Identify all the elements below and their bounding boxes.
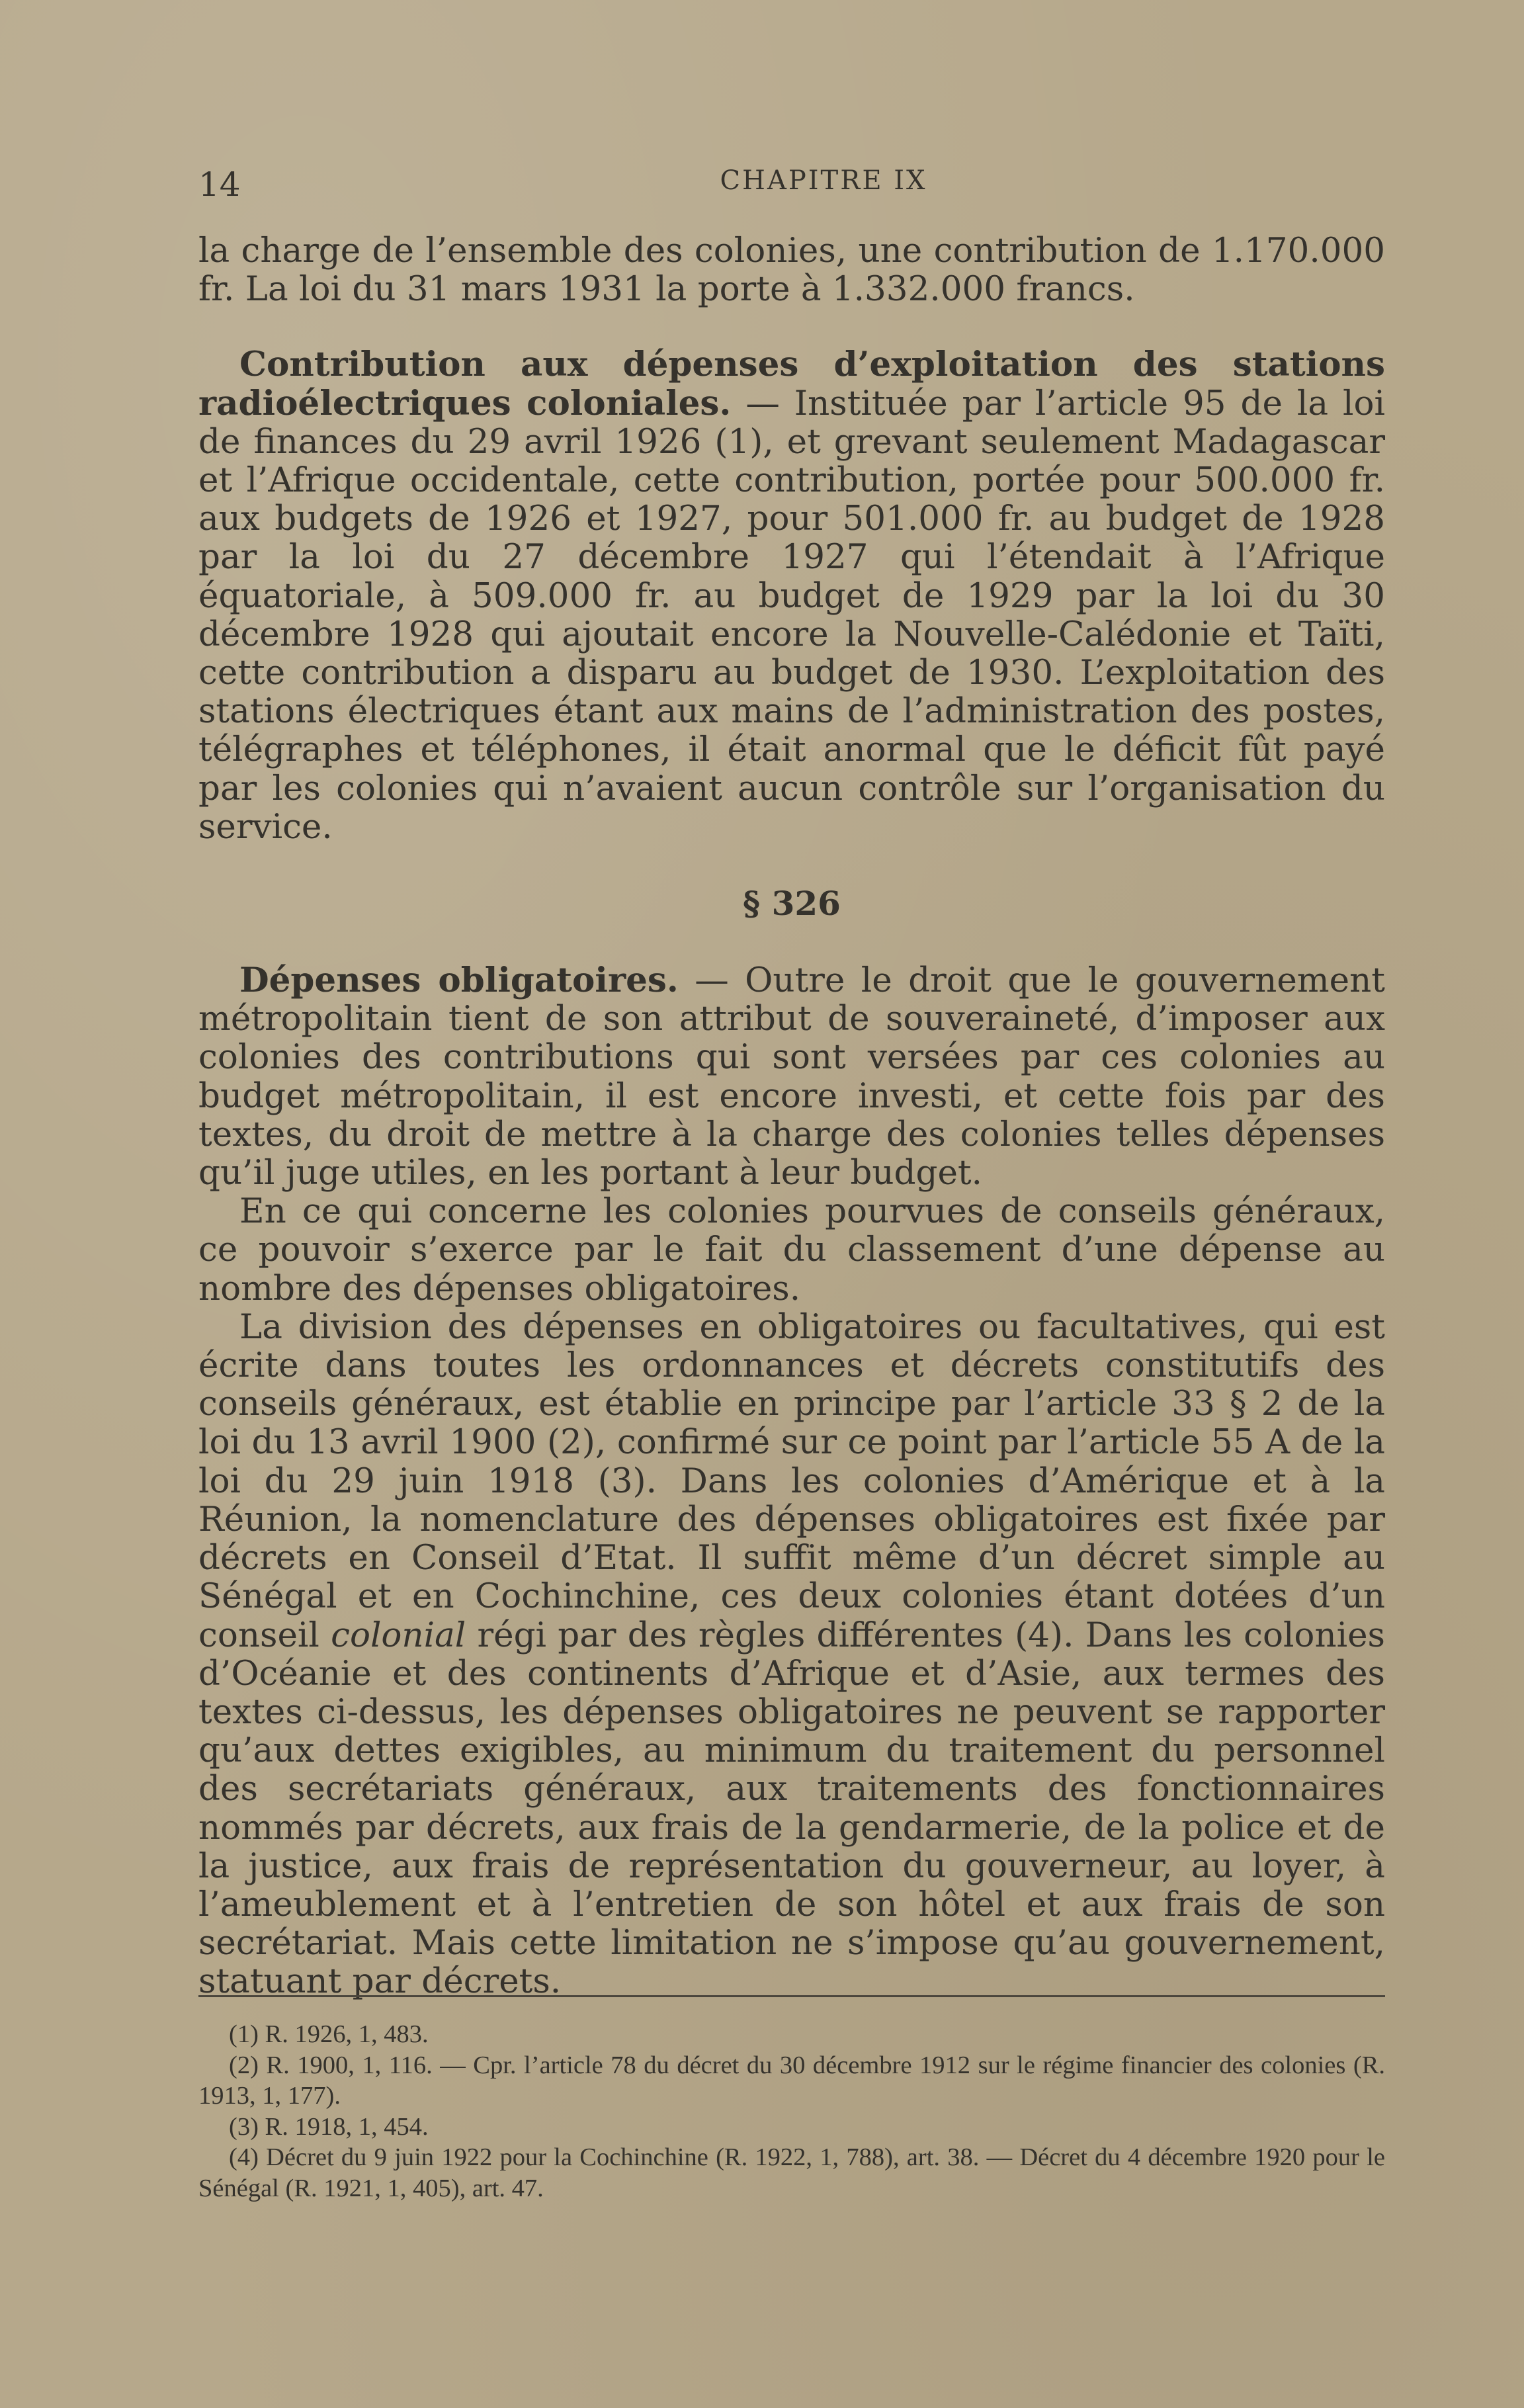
- italic-word-colonial: colonial: [331, 1615, 466, 1655]
- footnote-divider: [198, 1995, 1385, 1997]
- page-number: 14: [198, 165, 241, 204]
- running-head: CHAPITRE IX: [720, 165, 927, 196]
- paragraph-obligatory-expenses: [198, 961, 1385, 1192]
- paragraph-text-division-b: régi par des règles différentes (4). Dans les colonies d’Océanie et des continents d’Afrique et d’Asie, aux termes des textes ci-dessus, les dépenses obligatoires ne peuvent se rapporter qu’aux dettes exigibles, au minimum du traitement du personnel des secrétariats généraux, aux traitements des fonctionnaires nommés par décrets, aux frais de la gendarmerie, de la police et de la justice, aux frais de représentation du gouverneur, au loyer, à l’ameublement et à l’entretien de son hôtel et aux frais de son secrétariat. Mais cette limitation ne s’impose qu’au gouvernement, statuant par décrets.: [198, 1615, 1385, 2002]
- footnote-3: (3) R. 1918, 1, 454.: [229, 2112, 429, 2141]
- paragraph-text-radio: — Instituée par l’article 95 de la loi de finances du 29 avril 1926 (1), et grevant seulement Madagascar et l’Afrique occidentale, cette contribution, portée pour 500.000 fr. aux budgets de 1926 et 1927, pour 501.000 fr. au budget de 1928 par la loi du 27 décembre 1927 qui l’étendait à l’Afrique équatoriale, à 509.000 fr. au budget de 1929 par la loi du 30 décembre 1928 qui ajoutait encore la Nouvelle-Calédonie et Taïti, cette contribution a disparu au budget de 1930. L’exploitation des stations électriques étant aux mains de l’administration des postes, télégraphes et téléphones, il était anormal que le déficit fût payé par les colonies qui n’avaient aucun contrôle sur l’organisation du service.: [198, 383, 1385, 847]
- paragraph-continuation: la charge de l’ensemble des colonies, une contribution de 1.170.000 fr. La loi du 31 mars 1931 la porte à 1.332.000 francs.: [198, 231, 1385, 310]
- page-body: [198, 232, 1385, 2001]
- section-marker: § 326: [743, 884, 841, 924]
- footnotes: [198, 2019, 1385, 2204]
- paragraph-heading-radio: Contribution aux dépenses d’exploitation des stations radioélectriques coloniales.: [198, 345, 1385, 423]
- paragraph-radio-contribution: [198, 345, 1385, 846]
- footnote-1: (1) R. 1926, 1, 483.: [229, 2020, 429, 2048]
- footnote-4: (4) Décret du 9 juin 1922 pour la Cochinchine (R. 1922, 1, 788), art. 38. — Décret du 4 décembre 1920 pour le Sénégal (R. 1921, 1, 405), art. 47.: [198, 2143, 1385, 2202]
- footnote-2: (2) R. 1900, 1, 116. — Cpr. l’article 78 du décret du 30 décembre 1912 sur le régime financier des colonies (R. 1913, 1, 177).: [198, 2051, 1385, 2110]
- paragraph-text-division-a: La division des dépenses en obligatoires ou facultatives, qui est écrite dans toutes les ordonnances et décrets constitutifs des conseils généraux, est établie en principe par l’article 33 § 2 de la loi du 13 avril 1900 (2), confirmé sur ce point par l’article 55 A de la loi du 29 juin 1918 (3). Dans les colonies d’Amérique et à la Réunion, la nomenclature des dépenses obligatoires est fixée par décrets en Conseil d’Etat. Il suffit même d’un décret simple au Sénégal et en Cochinchine, ces deux colonies étant dotées d’un conseil: [198, 1307, 1385, 1655]
- paragraph-text-obligatory: — Outre le droit que le gouvernement métropolitain tient de son attribut de souveraineté, d’imposer aux colonies des contributions qui sont versées par ces colonies au budget métropolitain, il est encore investi, et cette fois par des textes, du droit de mettre à la charge des colonies telles dépenses qu’il juge utiles, en les portant à leur budget.: [198, 961, 1385, 1193]
- paragraph-expense-division: [198, 1308, 1385, 2001]
- paragraph-general-councils: En ce qui concerne les colonies pourvues de conseils généraux, ce pouvoir s’exerce par le fait du classement d’une dépense au nombre des dépenses obligatoires.: [198, 1191, 1385, 1309]
- paragraph-heading-obligatory: Dépenses obligatoires.: [239, 961, 679, 1001]
- page-header: [198, 152, 1385, 205]
